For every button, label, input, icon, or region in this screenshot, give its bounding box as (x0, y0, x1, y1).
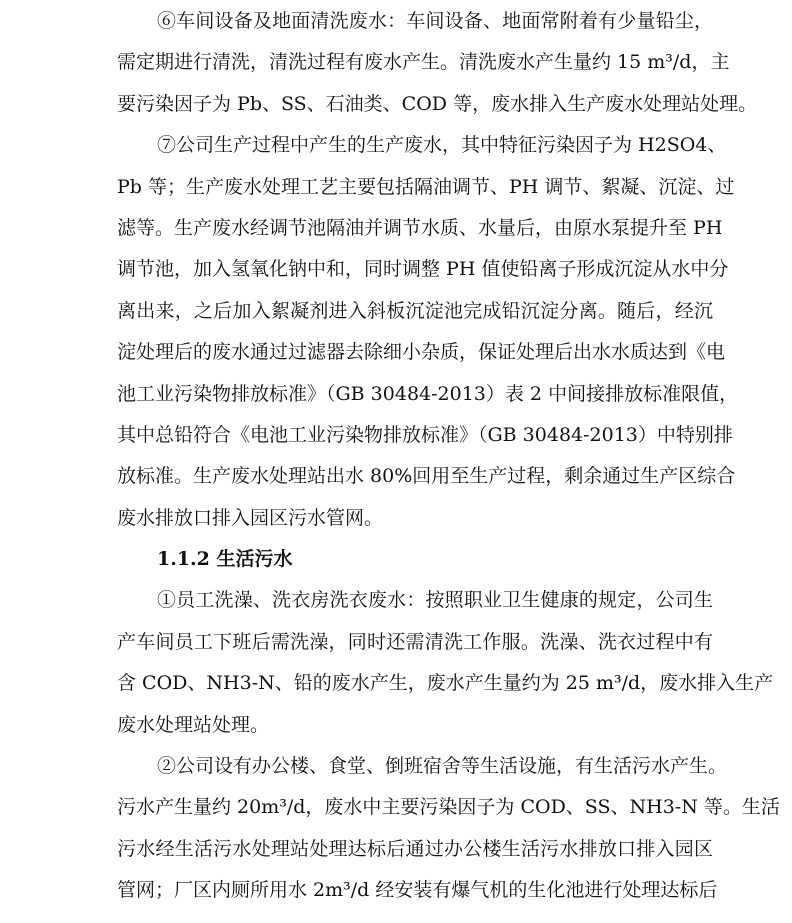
text-line: Pb 等；生产废水处理工艺主要包括隔油调节、PH 调节、絮凝、沉淀、过 (117, 175, 735, 198)
text-line: ②公司设有办公楼、食堂、倒班宿舍等生活设施，有生活污水产生。 (157, 755, 728, 778)
paragraph (117, 580, 774, 746)
text-line: ⑦公司生产过程中产生的生产废水，其中特征污染因子为 H2SO4、 (157, 134, 727, 157)
paragraph (117, 125, 739, 539)
document-page (117, 1, 780, 912)
text-line: 污水经生活污水处理站处理达标后通过办公楼生活污水排放口排入园区 (117, 837, 713, 860)
text-line: ①员工洗澡、洗衣房洗衣废水：按照职业卫生健康的规定，公司生 (157, 589, 713, 612)
section-heading: 1.1.2 生活污水 (157, 548, 293, 571)
text-line: 废水排放口排入园区污水管网。 (117, 506, 384, 529)
text-line: 调节池，加入氢氧化钠中和，同时调整 PH 值使铅离子形成沉淀从水中分 (117, 258, 729, 281)
text-line: 需定期进行清洗，清洗过程有废水产生。清洗废水产生量约 15 m³/d，主 (117, 51, 730, 74)
text-line: 管网；厂区内厕所用水 2m³/d 经安装有爆气机的生化池进行处理达标后 (117, 879, 718, 902)
paragraph (117, 1, 758, 125)
text-line: 产车间员工下班后需洗澡，同时还需清洗工作服。洗澡、洗衣过程中有 (117, 630, 713, 653)
paragraph (117, 746, 780, 912)
text-line: ⑥车间设备及地面清洗废水：车间设备、地面常附着有少量铅尘， (157, 10, 713, 32)
text-line: 污水产生量约 20m³/d，废水中主要污染因子为 COD、SS、NH3-N 等。生活 (117, 796, 780, 819)
text-line: 滤等。生产废水经调节池隔油并调节水质、水量后，由原水泵提升至 PH (117, 216, 723, 239)
text-line: 要污染因子为 Pb、SS、石油类、COD 等，废水排入生产废水处理站处理。 (117, 92, 758, 115)
text-line: 离出来，之后加入絮凝剂进入斜板沉淀池完成铅沉淀分离。随后，经沉 (117, 299, 713, 322)
text-line: 含 COD、NH3-N、铅的废水产生，废水产生量约为 25 m³/d，废水排入生产 (117, 672, 774, 695)
text-line: 淀处理后的废水通过过滤器去除细小杂质，保证处理后出水水质达到《电 (117, 341, 726, 364)
text-line: 放标准。生产废水处理站出水 80%回用至生产过程，剩余通过生产区综合 (117, 465, 736, 488)
text-line: 其中总铅符合《电池工业污染物排放标准》（GB 30484-2013）中特别排 (117, 423, 733, 446)
text-line: 池工业污染物排放标准》（GB 30484-2013）表 2 中间接排放标准限值， (117, 382, 739, 405)
text-line: 废水处理站处理。 (117, 713, 270, 736)
